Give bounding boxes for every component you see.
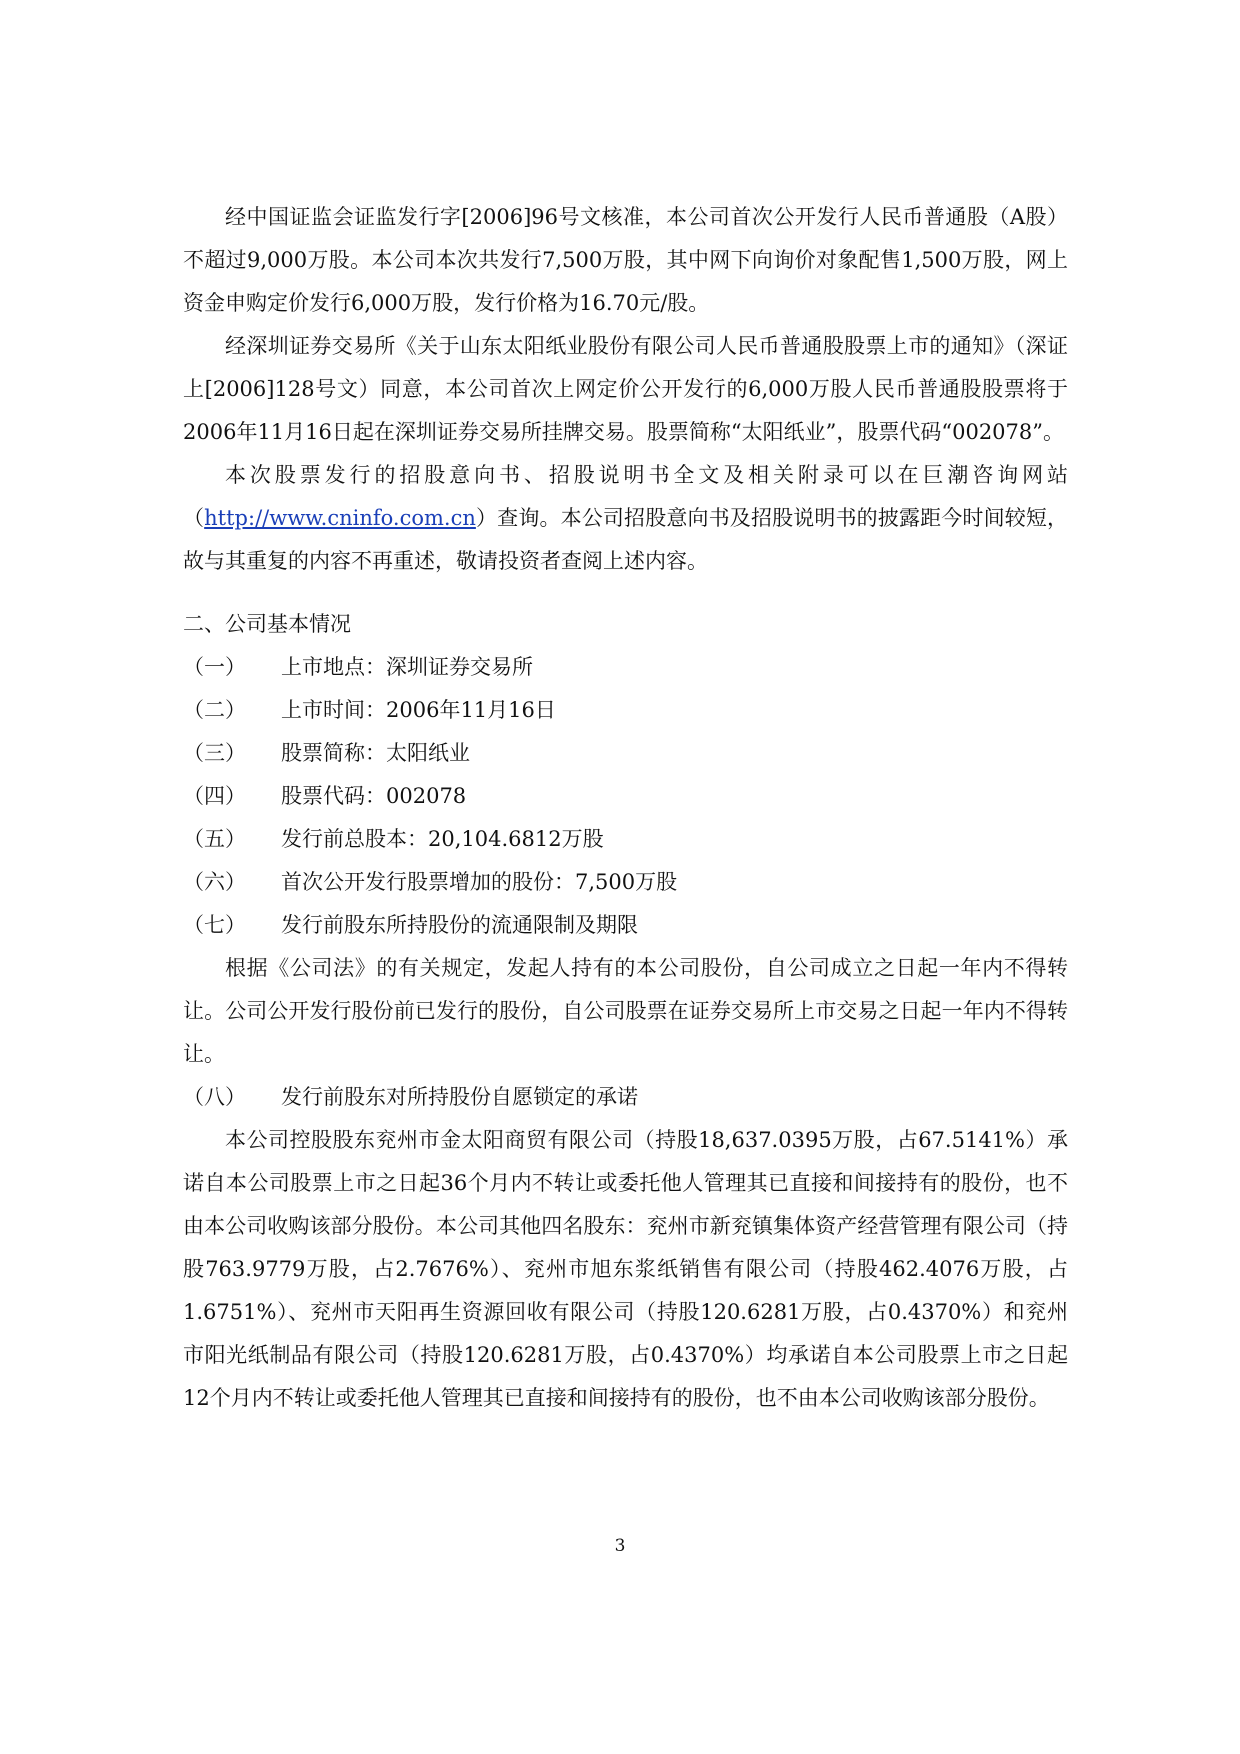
item-text: 股票简称：太阳纸业 — [281, 741, 470, 765]
intro-section — [183, 196, 1068, 583]
item-number: （一） — [183, 655, 246, 679]
item-number: （三） — [183, 741, 246, 765]
item-text: 发行前股东对所持股份自愿锁定的承诺 — [281, 1085, 638, 1109]
list-item — [183, 646, 1068, 689]
item-number: （四） — [183, 784, 246, 808]
prospectus-text-before: 本次股票发行的招股意向书、招股说明书全文及相关附录可以在巨潮咨询网站（ — [183, 463, 1068, 530]
list-item — [183, 689, 1068, 732]
item-number: （二） — [183, 698, 246, 722]
shareholder-commitment-paragraph: 本公司控股股东兖州市金太阳商贸有限公司（持股18,637.0395万股，占67.5141%）承诺自本公司股票上市之日起36个月内不转让或委托他人管理其已直接和间接持有的股份，也不由本公司收购该部分股份。本公司其他四名股东：兖州市新兖镇集体资产经营管理有限公司（持股763.9779万股，占2.7676%）、兖州市旭东浆纸销售有限公司（持股462.4076万股，占1.6751%）、兖州市天阳再生资源回收有限公司（持股120.6281万股，占0.4370%）和兖州市阳光纸制品有限公司（持股120.6281万股，占0.4370%）均承诺自本公司股票上市之日起12个月内不转让或委托他人管理其已直接和间接持有的股份，也不由本公司收购该部分股份。 — [183, 1128, 1068, 1410]
item-number: （八） — [183, 1085, 246, 1109]
item-text: 发行前股东所持股份的流通限制及期限 — [281, 913, 638, 937]
item-number: （七） — [183, 913, 246, 937]
list-item — [183, 732, 1068, 775]
cninfo-link[interactable]: http://www.cninfo.com.cn — [204, 506, 476, 530]
item-text: 发行前总股本：20,104.6812万股 — [281, 827, 604, 851]
item-text: 首次公开发行股票增加的股份：7,500万股 — [281, 870, 678, 894]
list-item — [183, 775, 1068, 818]
prospectus-text-after: ）查询。本公司招股意向书及招股说明书的披露距今时间较短，故与其重复的内容不再重述，敬请投资者查阅上述内容。 — [183, 506, 1069, 573]
page-number: 3 — [614, 1536, 626, 1556]
section-heading: 二、公司基本情况 — [183, 612, 351, 636]
item-text: 上市地点：深圳证券交易所 — [281, 655, 533, 679]
listing-approval-paragraph: 经深圳证券交易所《关于山东太阳纸业股份有限公司人民币普通股股票上市的通知》（深证上[2006]128号文）同意，本公司首次上网定价公开发行的6,000万股人民币普通股股票将于2006年11月16日起在深圳证券交易所挂牌交易。股票简称“太阳纸业”，股票代码“002078”。 — [183, 334, 1068, 444]
prospectus-reference-paragraph — [183, 454, 1068, 583]
list-item — [183, 818, 1068, 861]
company-basic-info-section — [183, 603, 1068, 1420]
issuance-approval-paragraph: 经中国证监会证监发行字[2006]96号文核准，本公司首次公开发行人民币普通股（A股）不超过9,000万股。本公司本次共发行7,500万股，其中网下向询价对象配售1,500万股，网上资金申购定价发行6,000万股，发行价格为16.70元/股。 — [183, 205, 1068, 315]
item-text: 上市时间：2006年11月16日 — [281, 698, 556, 722]
item-number: （六） — [183, 870, 246, 894]
list-item — [183, 861, 1068, 904]
list-item — [183, 904, 1068, 947]
item-text: 股票代码：002078 — [281, 784, 467, 808]
lockup-rules-paragraph: 根据《公司法》的有关规定，发起人持有的本公司股份，自公司成立之日起一年内不得转让。公司公开发行股份前已发行的股份，自公司股票在证券交易所上市交易之日起一年内不得转让。 — [183, 956, 1068, 1066]
list-item — [183, 1076, 1068, 1119]
item-number: （五） — [183, 827, 246, 851]
